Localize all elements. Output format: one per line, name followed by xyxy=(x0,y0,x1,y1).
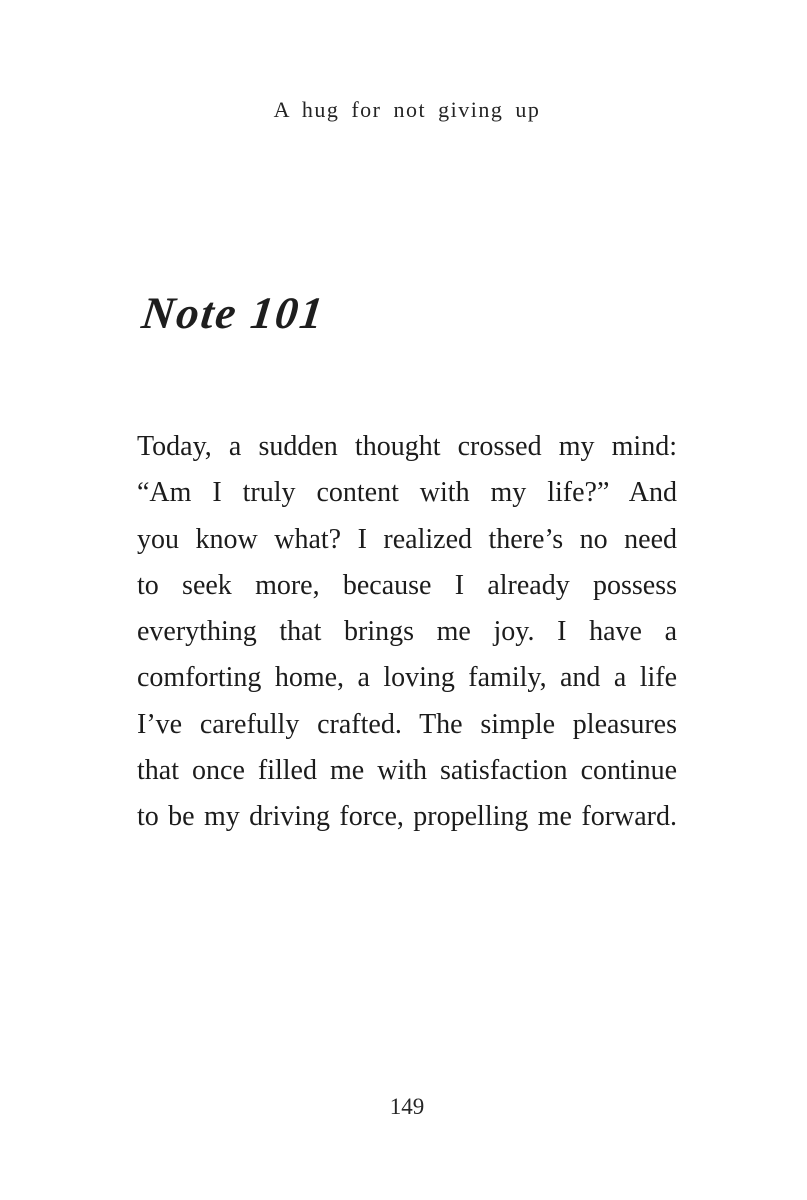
paragraph-line: “Am I truly content with my life?” And xyxy=(137,477,677,509)
paragraph-line: to seek more, because I already possess xyxy=(137,569,677,601)
paragraph-line: everything that brings me joy. I have a xyxy=(137,616,677,648)
paragraph-line: I’ve carefully crafted. The simple pleasures xyxy=(137,708,677,740)
running-head: A hug for not giving up xyxy=(273,97,541,122)
page-number: 149 xyxy=(389,1094,425,1119)
paragraph-line: you know what? I realized there’s no need xyxy=(137,523,677,555)
paragraph-line: Today, a sudden thought crossed my mind: xyxy=(137,431,677,462)
paragraph-line: that once filled me with satisfaction continue xyxy=(137,755,677,787)
note-title: Note 101 xyxy=(139,288,328,338)
paragraph-line: to be my driving force, propelling me forward. xyxy=(137,801,677,833)
paragraph-line: comforting home, a loving family, and a life xyxy=(137,662,677,694)
note-paragraph xyxy=(137,424,677,841)
